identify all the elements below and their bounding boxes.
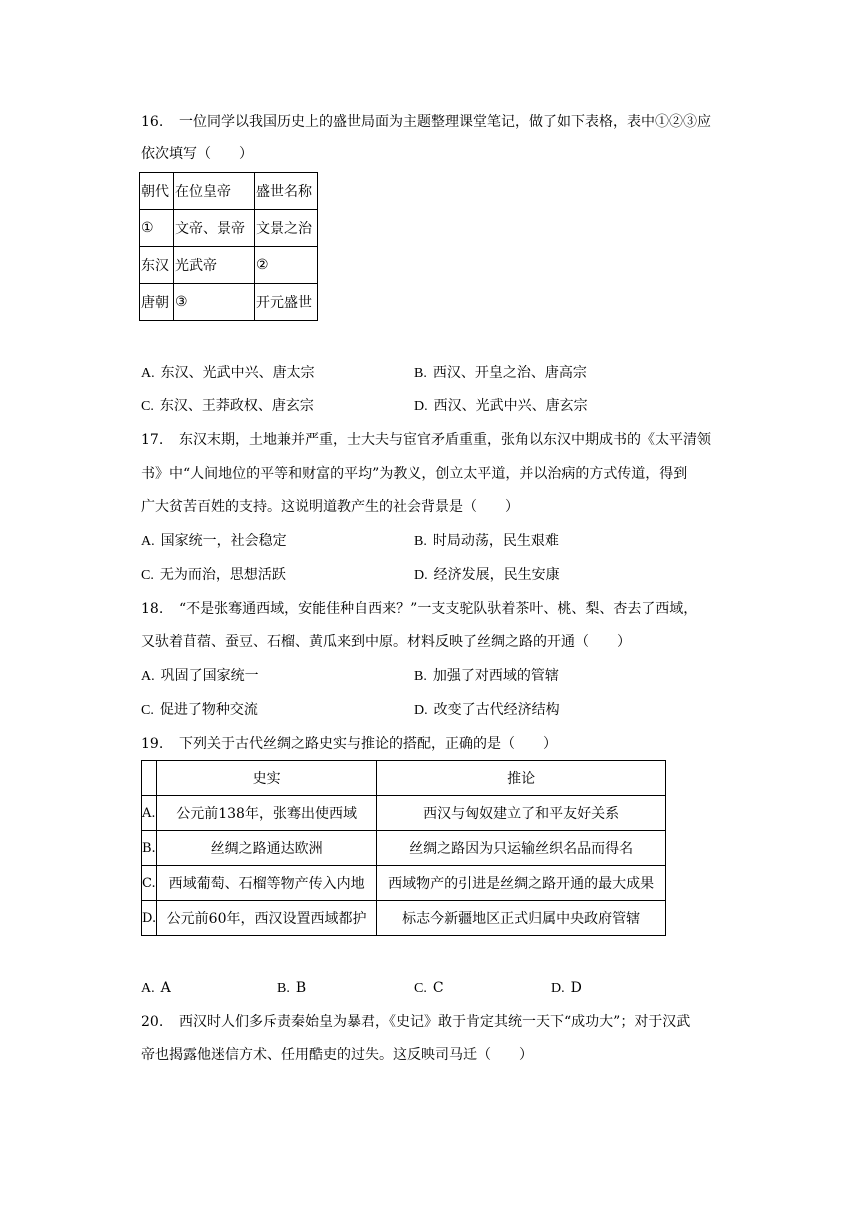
option-text: 巩固了国家统一 <box>160 668 259 684</box>
question-20-line-1 <box>141 1012 690 1032</box>
table-row <box>140 173 318 210</box>
table-cell: D. <box>142 901 157 936</box>
table-cell: 朝代 <box>140 173 174 210</box>
option-b[interactable] <box>414 363 587 384</box>
option-d[interactable] <box>414 700 560 721</box>
table-cell: 光武帝 <box>174 247 255 284</box>
question-number: 19. <box>141 736 164 752</box>
option-letter: C. <box>141 703 154 718</box>
option-letter: B. <box>277 981 290 996</box>
option-letter: D. <box>414 399 428 414</box>
option-c[interactable] <box>141 565 286 586</box>
option-text: B <box>295 980 307 996</box>
table-cell: 文景之治 <box>255 210 318 247</box>
table-cell: 文帝、景帝 <box>174 210 255 247</box>
option-text: 经济发展，民生安康 <box>433 567 560 583</box>
option-d[interactable] <box>414 396 588 417</box>
option-text: 东汉、光武中兴、唐太宗 <box>160 365 315 381</box>
table-header-row <box>142 761 666 796</box>
option-text: 促进了物种交流 <box>159 702 258 718</box>
question-number: 18. <box>141 601 164 617</box>
table-header-cell: 史实 <box>157 761 377 796</box>
table-row <box>142 831 666 866</box>
option-text: 东汉、王莽政权、唐玄宗 <box>159 398 314 414</box>
question-text: 下列关于古代丝绸之路史实与推论的搭配，正确的是（ ） <box>179 736 557 752</box>
table-row <box>142 866 666 901</box>
question-number: 20. <box>141 1014 164 1030</box>
question-19-line-1 <box>141 734 557 754</box>
option-text: 无为而治，思想活跃 <box>159 567 286 583</box>
table-cell <box>142 761 157 796</box>
table-cell: 丝绸之路通达欧洲 <box>157 831 377 866</box>
question-18-line-1 <box>141 599 697 619</box>
question-17-line-2: 书》中“人间地位的平等和财富的平均”为教义，创立太平道，并以治病的方式传道，得到 <box>141 466 688 482</box>
option-text: C <box>432 980 444 996</box>
option-a[interactable] <box>141 978 171 999</box>
option-letter: A. <box>141 669 155 684</box>
option-letter: B. <box>414 534 427 549</box>
question-text: “不是张骞通西域，安能佳种自西来？”一支支驼队驮着茶叶、桃、梨、杏去了西域， <box>179 601 698 617</box>
table-cell: 丝绸之路因为只运输丝织名品而得名 <box>377 831 666 866</box>
option-c[interactable] <box>141 396 314 417</box>
table-cell: 公元前138年，张骞出使西域 <box>157 796 377 831</box>
option-text: A <box>160 980 171 996</box>
table-cell: 盛世名称 <box>255 173 318 210</box>
option-b[interactable] <box>277 978 306 999</box>
option-letter: C. <box>141 568 154 583</box>
option-letter: A. <box>141 534 155 549</box>
table-row <box>140 247 318 284</box>
option-c[interactable] <box>414 978 444 999</box>
table-cell: 唐朝 <box>140 284 174 321</box>
question-16-line-2: 依次填写（ ） <box>141 146 253 162</box>
table-cell: 标志今新疆地区正式归属中央政府管辖 <box>377 901 666 936</box>
option-a[interactable] <box>141 363 315 384</box>
option-a[interactable] <box>141 531 287 552</box>
table-cell: 开元盛世 <box>255 284 318 321</box>
table-cell: 西域葡萄、石榴等物产传入内地 <box>157 866 377 901</box>
table-cell: 东汉 <box>140 247 174 284</box>
table-cell: C. <box>142 866 157 901</box>
option-text: 西汉、光武中兴、唐玄宗 <box>433 398 588 414</box>
table-cell: B. <box>142 831 157 866</box>
option-text: 时局动荡，民生艰难 <box>432 533 559 549</box>
option-letter: C. <box>141 399 154 414</box>
option-letter: A. <box>141 366 155 381</box>
option-letter: B. <box>414 366 427 381</box>
option-letter: D. <box>414 568 428 583</box>
question-number: 16. <box>141 114 164 130</box>
table-cell: 公元前60年，西汉设置西域都护 <box>157 901 377 936</box>
option-letter: A. <box>141 981 155 996</box>
question-text: 一位同学以我国历史上的盛世局面为主题整理课堂笔记，做了如下表格，表中①②③应 <box>179 114 711 130</box>
silk-road-table <box>141 760 666 936</box>
option-text: 国家统一，社会稳定 <box>160 533 287 549</box>
table-row <box>140 284 318 321</box>
table-cell: A. <box>142 796 157 831</box>
option-b[interactable] <box>414 666 559 687</box>
question-20-line-2: 帝也揭露他迷信方术、任用酷吏的过失。这反映司马迁（ ） <box>141 1047 533 1063</box>
option-letter: D. <box>551 981 565 996</box>
option-letter: D. <box>414 703 428 718</box>
table-row <box>142 796 666 831</box>
question-text: 东汉末期，土地兼并严重，士大夫与宦官矛盾重重，张角以东汉中期成书的《太平清领 <box>179 432 711 448</box>
table-cell: 在位皇帝 <box>174 173 255 210</box>
question-17-line-1 <box>141 430 711 450</box>
table-header-cell: 推论 <box>377 761 666 796</box>
option-c[interactable] <box>141 700 258 721</box>
table-cell: ③ <box>174 284 255 321</box>
question-text: 西汉时人们多斥责秦始皇为暴君，《史记》敢于肯定其统一天下“成功大”；对于汉武 <box>179 1014 691 1030</box>
option-letter: B. <box>414 669 427 684</box>
table-row <box>140 210 318 247</box>
dynasty-table <box>139 172 318 321</box>
option-d[interactable] <box>551 978 582 999</box>
question-16-line-1 <box>141 112 711 132</box>
option-letter: C. <box>414 981 427 996</box>
table-cell: ② <box>255 247 318 284</box>
table-cell: 西汉与匈奴建立了和平友好关系 <box>377 796 666 831</box>
option-b[interactable] <box>414 531 559 552</box>
option-text: 西汉、开皇之治、唐高宗 <box>432 365 587 381</box>
option-a[interactable] <box>141 666 259 687</box>
table-cell: ① <box>140 210 174 247</box>
option-text: D <box>570 980 582 996</box>
table-cell: 西域物产的引进是丝绸之路开通的最大成果 <box>377 866 666 901</box>
option-d[interactable] <box>414 565 560 586</box>
question-17-line-3: 广大贫苦百姓的支持。这说明道教产生的社会背景是（ ） <box>141 499 519 515</box>
question-number: 17. <box>141 432 164 448</box>
question-18-line-2: 又驮着苜蓿、蚕豆、石榴、黄瓜来到中原。材料反映了丝绸之路的开通（ ） <box>141 634 631 650</box>
option-text: 改变了古代经济结构 <box>433 702 560 718</box>
table-row <box>142 901 666 936</box>
option-text: 加强了对西域的管辖 <box>432 668 559 684</box>
